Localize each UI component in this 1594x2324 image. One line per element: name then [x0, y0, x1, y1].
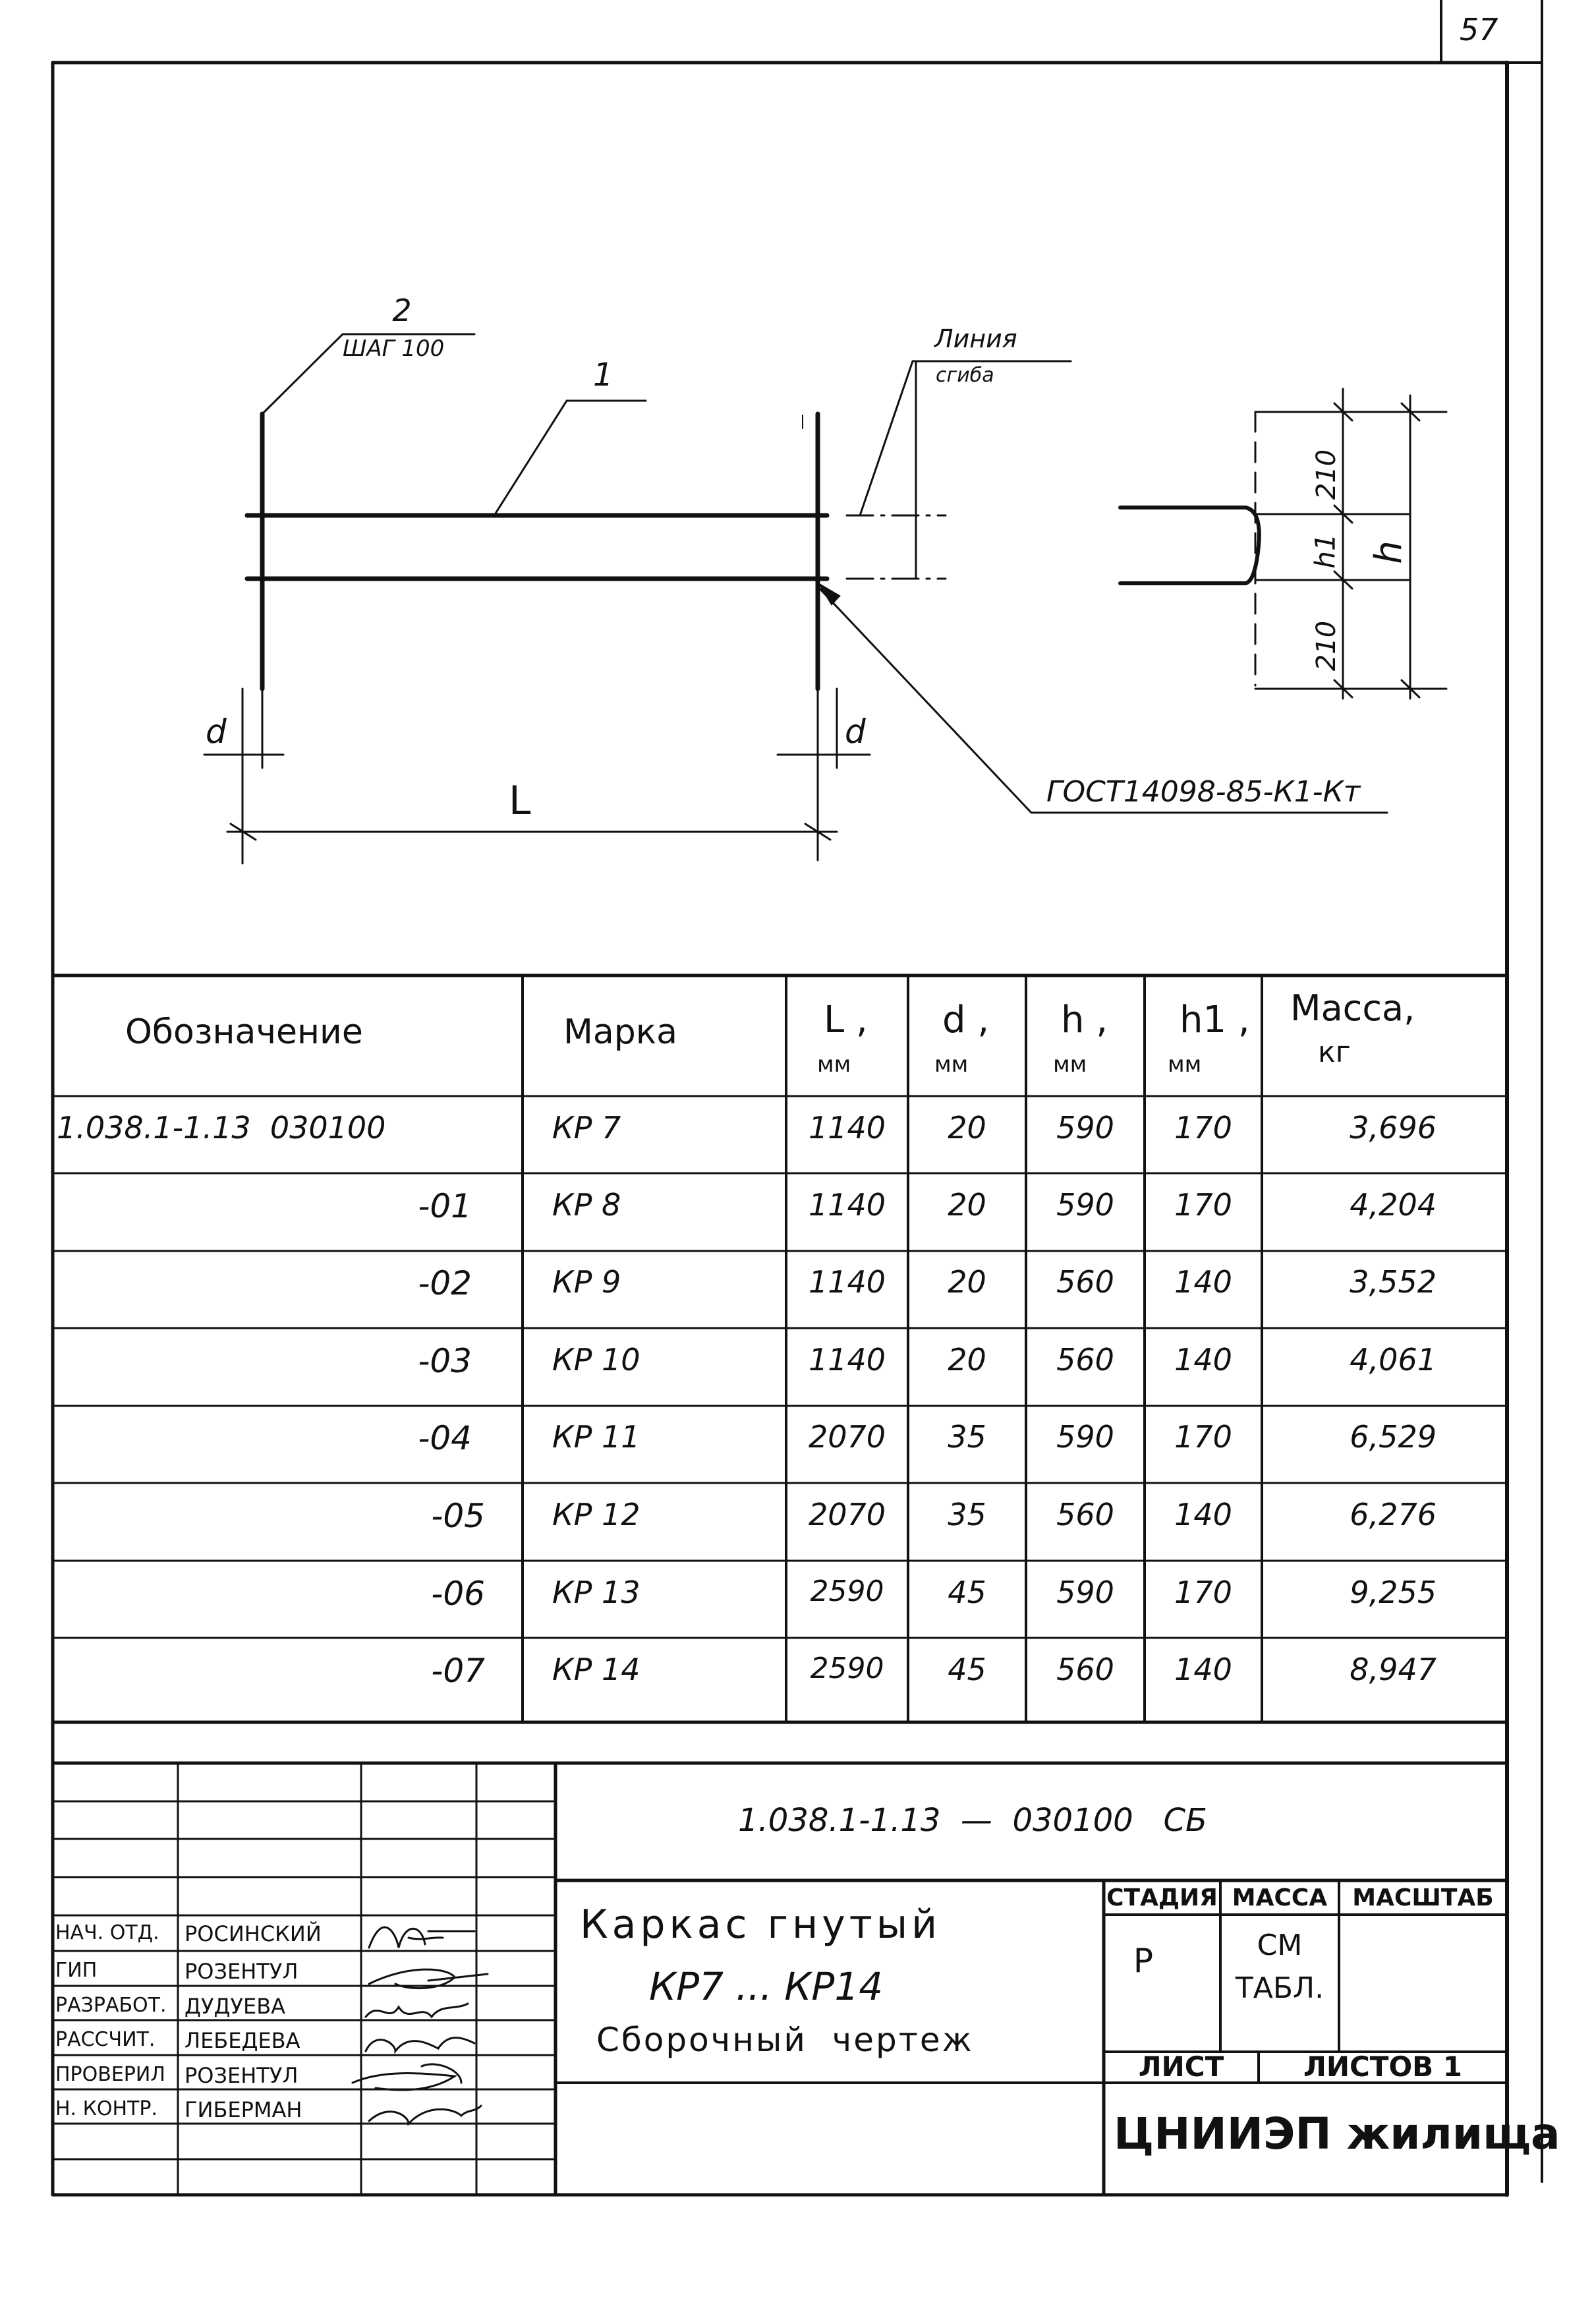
title-line-3: Сборочный чертеж: [596, 2021, 974, 2059]
mass-value-2: ТАБЛ.: [1235, 1971, 1324, 2005]
row-5-mass: 6,276: [1350, 1497, 1437, 1532]
header-d-unit: мм: [934, 1051, 969, 1078]
title-line-2: КР7 ... КР14: [649, 1964, 884, 2009]
row-3-d: 20: [948, 1342, 986, 1378]
organization: ЦНИИЭП жилища: [1114, 2108, 1560, 2159]
leader-2-number: 2: [392, 293, 412, 328]
row-7-mark: КР 14: [552, 1652, 640, 1687]
row-0-designation: 1.038.1-1.13 030100: [57, 1110, 386, 1146]
sig-name-2: ДУДУЕВА: [185, 1994, 286, 2019]
row-3-mark: КР 10: [552, 1342, 640, 1378]
header-d: d ,: [942, 999, 990, 1041]
dim-210-top: 210: [1311, 449, 1342, 500]
row-6-mass: 9,255: [1350, 1575, 1437, 1610]
sig-name-3: ЛЕБЕДЕВА: [185, 2028, 300, 2053]
mass-value-1: СМ: [1257, 1929, 1303, 1962]
scale-header: МАСШТАБ: [1352, 1884, 1494, 1911]
stage-value: Р: [1133, 1942, 1154, 1980]
sig-role-0: НАЧ. ОТД.: [55, 1921, 159, 1944]
row-3-mass: 4,061: [1350, 1342, 1437, 1378]
leader-2-text: ШАГ 100: [343, 335, 445, 362]
title-line-1: Каркас гнутый: [580, 1902, 942, 1948]
row-7-h: 560: [1056, 1652, 1114, 1687]
row-2-mass: 3,552: [1350, 1264, 1437, 1300]
header-h1: h1 ,: [1180, 999, 1250, 1041]
row-1-mark: КР 8: [552, 1187, 621, 1223]
row-5-mark: КР 12: [552, 1497, 640, 1532]
row-6-mark: КР 13: [552, 1575, 640, 1610]
sig-name-1: РОЗЕНТУЛ: [185, 1959, 299, 1984]
row-2-d: 20: [948, 1264, 986, 1300]
row-5-d: 35: [948, 1497, 986, 1532]
row-5-designation: -05: [431, 1497, 485, 1535]
row-3-L: 1140: [808, 1342, 886, 1378]
row-2-L: 1140: [808, 1264, 886, 1300]
row-6-L: 2590: [810, 1575, 884, 1608]
row-1-d: 20: [948, 1187, 986, 1223]
row-0-h: 590: [1056, 1110, 1114, 1146]
row-3-h1: 140: [1174, 1342, 1232, 1378]
row-3-designation: -03: [418, 1342, 472, 1380]
row-3-h: 560: [1056, 1342, 1114, 1378]
stage-header: СТАДИЯ: [1106, 1884, 1218, 1911]
row-7-mass: 8,947: [1350, 1652, 1437, 1687]
row-0-h1: 170: [1174, 1110, 1232, 1146]
row-4-mark: КР 11: [552, 1419, 640, 1455]
row-5-L: 2070: [808, 1497, 886, 1532]
row-6-d: 45: [948, 1575, 986, 1610]
header-h1-unit: мм: [1168, 1051, 1202, 1078]
row-5-h: 560: [1056, 1497, 1114, 1532]
row-4-h1: 170: [1174, 1419, 1232, 1455]
header-L-unit: мм: [817, 1051, 851, 1078]
row-4-designation: -04: [418, 1419, 472, 1457]
dim-d-right: d: [845, 712, 866, 751]
dim-h1: h1: [1309, 533, 1342, 569]
row-7-L: 2590: [810, 1652, 884, 1685]
bend-line-label-2: сгиба: [936, 364, 994, 387]
dim-L: L: [509, 778, 531, 824]
row-6-h: 590: [1056, 1575, 1114, 1610]
row-1-mass: 4,204: [1350, 1187, 1437, 1223]
row-1-L: 1140: [808, 1187, 886, 1223]
sheet-label: ЛИСТ: [1138, 2050, 1224, 2083]
document-code: 1.038.1-1.13 — 030100 СБ: [738, 1802, 1207, 1839]
sig-role-2: РАЗРАБОТ.: [55, 1994, 167, 2017]
mass-header: МАССА: [1232, 1884, 1328, 1911]
sheet-number: 57: [1460, 12, 1498, 47]
sig-name-0: РОСИНСКИЙ: [185, 1921, 322, 1946]
header-h: h ,: [1061, 999, 1108, 1041]
row-0-mass: 3,696: [1350, 1110, 1437, 1146]
row-2-h: 560: [1056, 1264, 1114, 1300]
row-7-designation: -07: [431, 1652, 485, 1690]
row-6-h1: 170: [1174, 1575, 1232, 1610]
header-designation: Обозначение: [125, 1012, 363, 1052]
weld-standard-label: ГОСТ14098-85-К1-Кт: [1046, 775, 1361, 809]
dim-210-bottom: 210: [1311, 620, 1342, 672]
sig-name-4: РОЗЕНТУЛ: [185, 2063, 299, 2088]
row-6-designation: -06: [431, 1575, 485, 1613]
leader-1-number: 1: [593, 357, 613, 393]
row-4-h: 590: [1056, 1419, 1114, 1455]
row-4-mass: 6,529: [1350, 1419, 1437, 1455]
row-1-h: 590: [1056, 1187, 1114, 1223]
dim-h: h: [1367, 540, 1410, 564]
row-4-d: 35: [948, 1419, 986, 1455]
row-1-designation: -01: [418, 1187, 472, 1225]
dim-d-left: d: [206, 712, 227, 751]
row-1-h1: 170: [1174, 1187, 1232, 1223]
row-7-h1: 140: [1174, 1652, 1232, 1687]
sig-role-3: РАССЧИТ.: [55, 2028, 156, 2051]
row-0-mark: КР 7: [552, 1110, 621, 1146]
row-0-d: 20: [948, 1110, 986, 1146]
row-0-L: 1140: [808, 1110, 886, 1146]
header-mark: Марка: [563, 1012, 678, 1052]
header-mass: Масса,: [1290, 987, 1415, 1029]
sig-name-5: ГИБЕРМАН: [185, 2097, 302, 2122]
row-5-h1: 140: [1174, 1497, 1232, 1532]
row-2-h1: 140: [1174, 1264, 1232, 1300]
row-4-L: 2070: [808, 1419, 886, 1455]
header-mass-unit: кг: [1318, 1035, 1351, 1069]
sig-role-4: ПРОВЕРИЛ: [55, 2063, 165, 2086]
row-7-d: 45: [948, 1652, 986, 1687]
header-h-unit: мм: [1053, 1051, 1087, 1078]
sheets-label: ЛИСТОВ 1: [1303, 2050, 1463, 2083]
sig-role-1: ГИП: [55, 1959, 98, 1982]
sig-role-5: Н. КОНТР.: [55, 2097, 158, 2120]
row-2-mark: КР 9: [552, 1264, 621, 1300]
header-L: L ,: [824, 999, 868, 1041]
bend-line-label: Линия: [934, 324, 1017, 353]
row-2-designation: -02: [418, 1264, 472, 1302]
